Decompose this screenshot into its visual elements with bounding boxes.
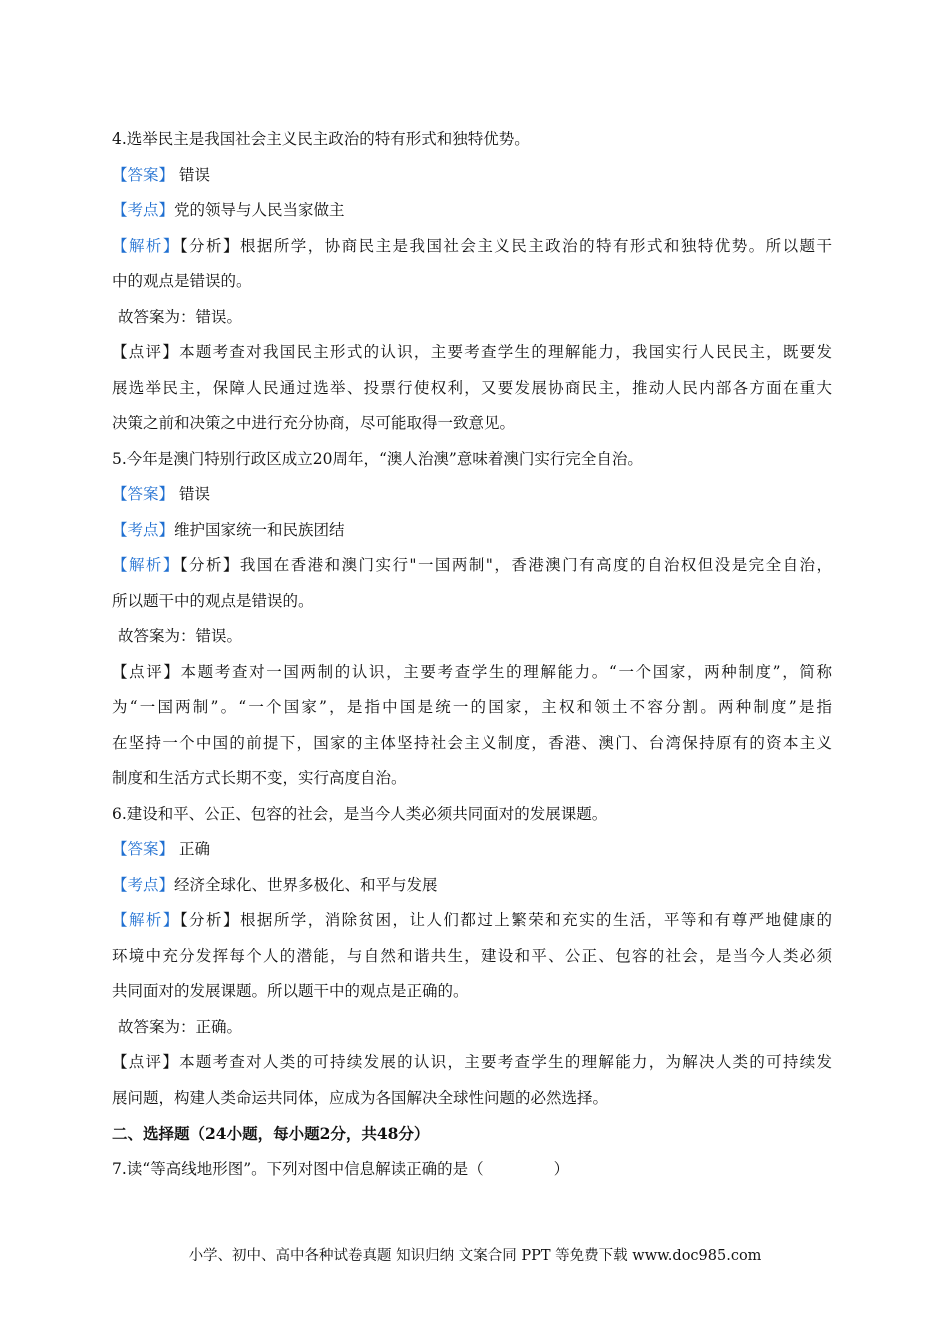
q6-comment-line-1 xyxy=(112,1045,832,1081)
q5-comment-line-3: 在坚持一个中国的前提下，国家的主体坚持社会主义制度，香港、澳门、台湾保持原有的资本主义 xyxy=(112,733,832,752)
q6-stem: 6.建设和平、公正、包容的社会，是当今人类必须共同面对的发展课题。 xyxy=(112,804,608,823)
q6-analysis-text: 根据所学，消除贫困，让人们都过上繁荣和充实的生活，平等和有尊严地健康的 xyxy=(239,911,832,929)
q5-point: 维护国家统一和民族团结 xyxy=(174,520,345,539)
fenxi-label: 【分析】 xyxy=(179,556,240,574)
page-footer: 小学、初中、高中各种试卷真题 知识归纳 文案合同 PPT 等免费下载 www.doc985.com xyxy=(188,1248,762,1264)
q6-conclusion: 故答案为：正确。 xyxy=(118,1017,243,1036)
q4-analysis-line-1 xyxy=(112,229,832,265)
q5-answer: 错误 xyxy=(174,485,210,503)
q4-point-row xyxy=(112,193,832,229)
q7-stem-text: 7.读“等高线地形图”。下列对图中信息解读正确的是（ xyxy=(112,1159,484,1178)
point-label: 【考点】 xyxy=(112,201,175,219)
section-heading: 二、选择题（24小题，每小题2分，共48分） xyxy=(112,1124,430,1143)
q5-comment-line-4: 制度和生活方式长期不变，实行高度自治。 xyxy=(112,769,407,787)
q7-stem xyxy=(112,1152,832,1188)
q4-analysis-line-2: 中的观点是错误的。 xyxy=(112,272,252,290)
q6-analysis-line-3: 共同面对的发展课题。所以题干中的观点是正确的。 xyxy=(112,982,469,1000)
q4-comment-line-3: 决策之前和决策之中进行充分协商，尽可能取得一致意见。 xyxy=(112,414,516,432)
q5-stem: 5.今年是澳门特别行政区成立20周年，“澳人治澳”意味着澳门实行完全自治。 xyxy=(112,449,643,468)
q6-answer: 正确 xyxy=(174,840,210,858)
answer-label: 【答案】 xyxy=(112,165,175,184)
q6-analysis-line-2: 环境中充分发挥每个人的潜能，与自然和谐共生，建设和平、公正、包容的社会，是当今人类必须 xyxy=(112,946,832,965)
q5-comment-line-2: 为“一国两制”。“一个国家”，是指中国是统一的国家，主权和领土不容分割。两种制度”是指 xyxy=(112,698,832,716)
q5-analysis-text: 我国在香港和澳门实行"一国两制"，香港澳门有高度的自治权但没是完全自治， xyxy=(239,556,832,574)
q5-comment-line-1 xyxy=(112,655,832,691)
q6-analysis-line-1 xyxy=(112,903,832,939)
q7-stem-close: ） xyxy=(553,1159,570,1178)
fenxi-label: 【分析】 xyxy=(179,911,240,929)
comment-label: 【点评】 xyxy=(112,662,181,681)
q6-point: 经济全球化、世界多极化、和平与发展 xyxy=(174,875,438,894)
q5-answer-row xyxy=(112,477,832,513)
q5-analysis-line-2: 所以题干中的观点是错误的。 xyxy=(112,591,314,610)
q4-answer-row xyxy=(112,158,832,194)
analysis-label: 【解析】 xyxy=(112,236,180,255)
q5-point-row xyxy=(112,513,832,549)
q6-comment-line-2: 展问题，构建人类命运共同体，应成为各国解决全球性问题的必然选择。 xyxy=(112,1088,609,1107)
q4-point: 党的领导与人民当家做主 xyxy=(174,201,345,219)
answer-label: 【答案】 xyxy=(112,485,175,503)
q6-answer-row xyxy=(112,832,832,868)
q5-comment-text: 本题考查对一国两制的认识，主要考查学生的理解能力。“一个国家，两种制度”，简称 xyxy=(180,662,832,681)
q4-comment-line-1 xyxy=(112,335,832,371)
answer-label: 【答案】 xyxy=(112,840,175,858)
q6-point-row xyxy=(112,868,832,904)
analysis-label: 【解析】 xyxy=(112,556,180,574)
q4-comment-text: 本题考查对我国民主形式的认识，主要考查学生的理解能力，我国实行人民民主，既要发 xyxy=(179,343,832,361)
document-body xyxy=(112,122,832,1187)
point-label: 【考点】 xyxy=(112,520,175,539)
q4-conclusion: 故答案为：错误。 xyxy=(118,307,243,326)
comment-label: 【点评】 xyxy=(112,343,180,361)
q4-answer: 错误 xyxy=(174,165,210,184)
q5-analysis-line-1 xyxy=(112,548,832,584)
q6-comment-text: 本题考查对人类的可持续发展的认识，主要考查学生的理解能力，为解决人类的可持续发 xyxy=(179,1053,832,1071)
q5-conclusion: 故答案为：错误。 xyxy=(118,627,243,645)
q4-stem: 4.选举民主是我国社会主义民主政治的特有形式和独特优势。 xyxy=(112,130,530,148)
q4-comment-line-2: 展选举民主，保障人民通过选举、投票行使权利，又要发展协商民主，推动人民内部各方面在重大 xyxy=(112,378,832,397)
comment-label: 【点评】 xyxy=(112,1053,180,1071)
q4-analysis-text: 根据所学，协商民主是我国社会主义民主政治的特有形式和独特优势。所以题干 xyxy=(239,236,832,255)
point-label: 【考点】 xyxy=(112,875,175,894)
analysis-label: 【解析】 xyxy=(112,911,180,929)
fenxi-label: 【分析】 xyxy=(179,236,240,255)
